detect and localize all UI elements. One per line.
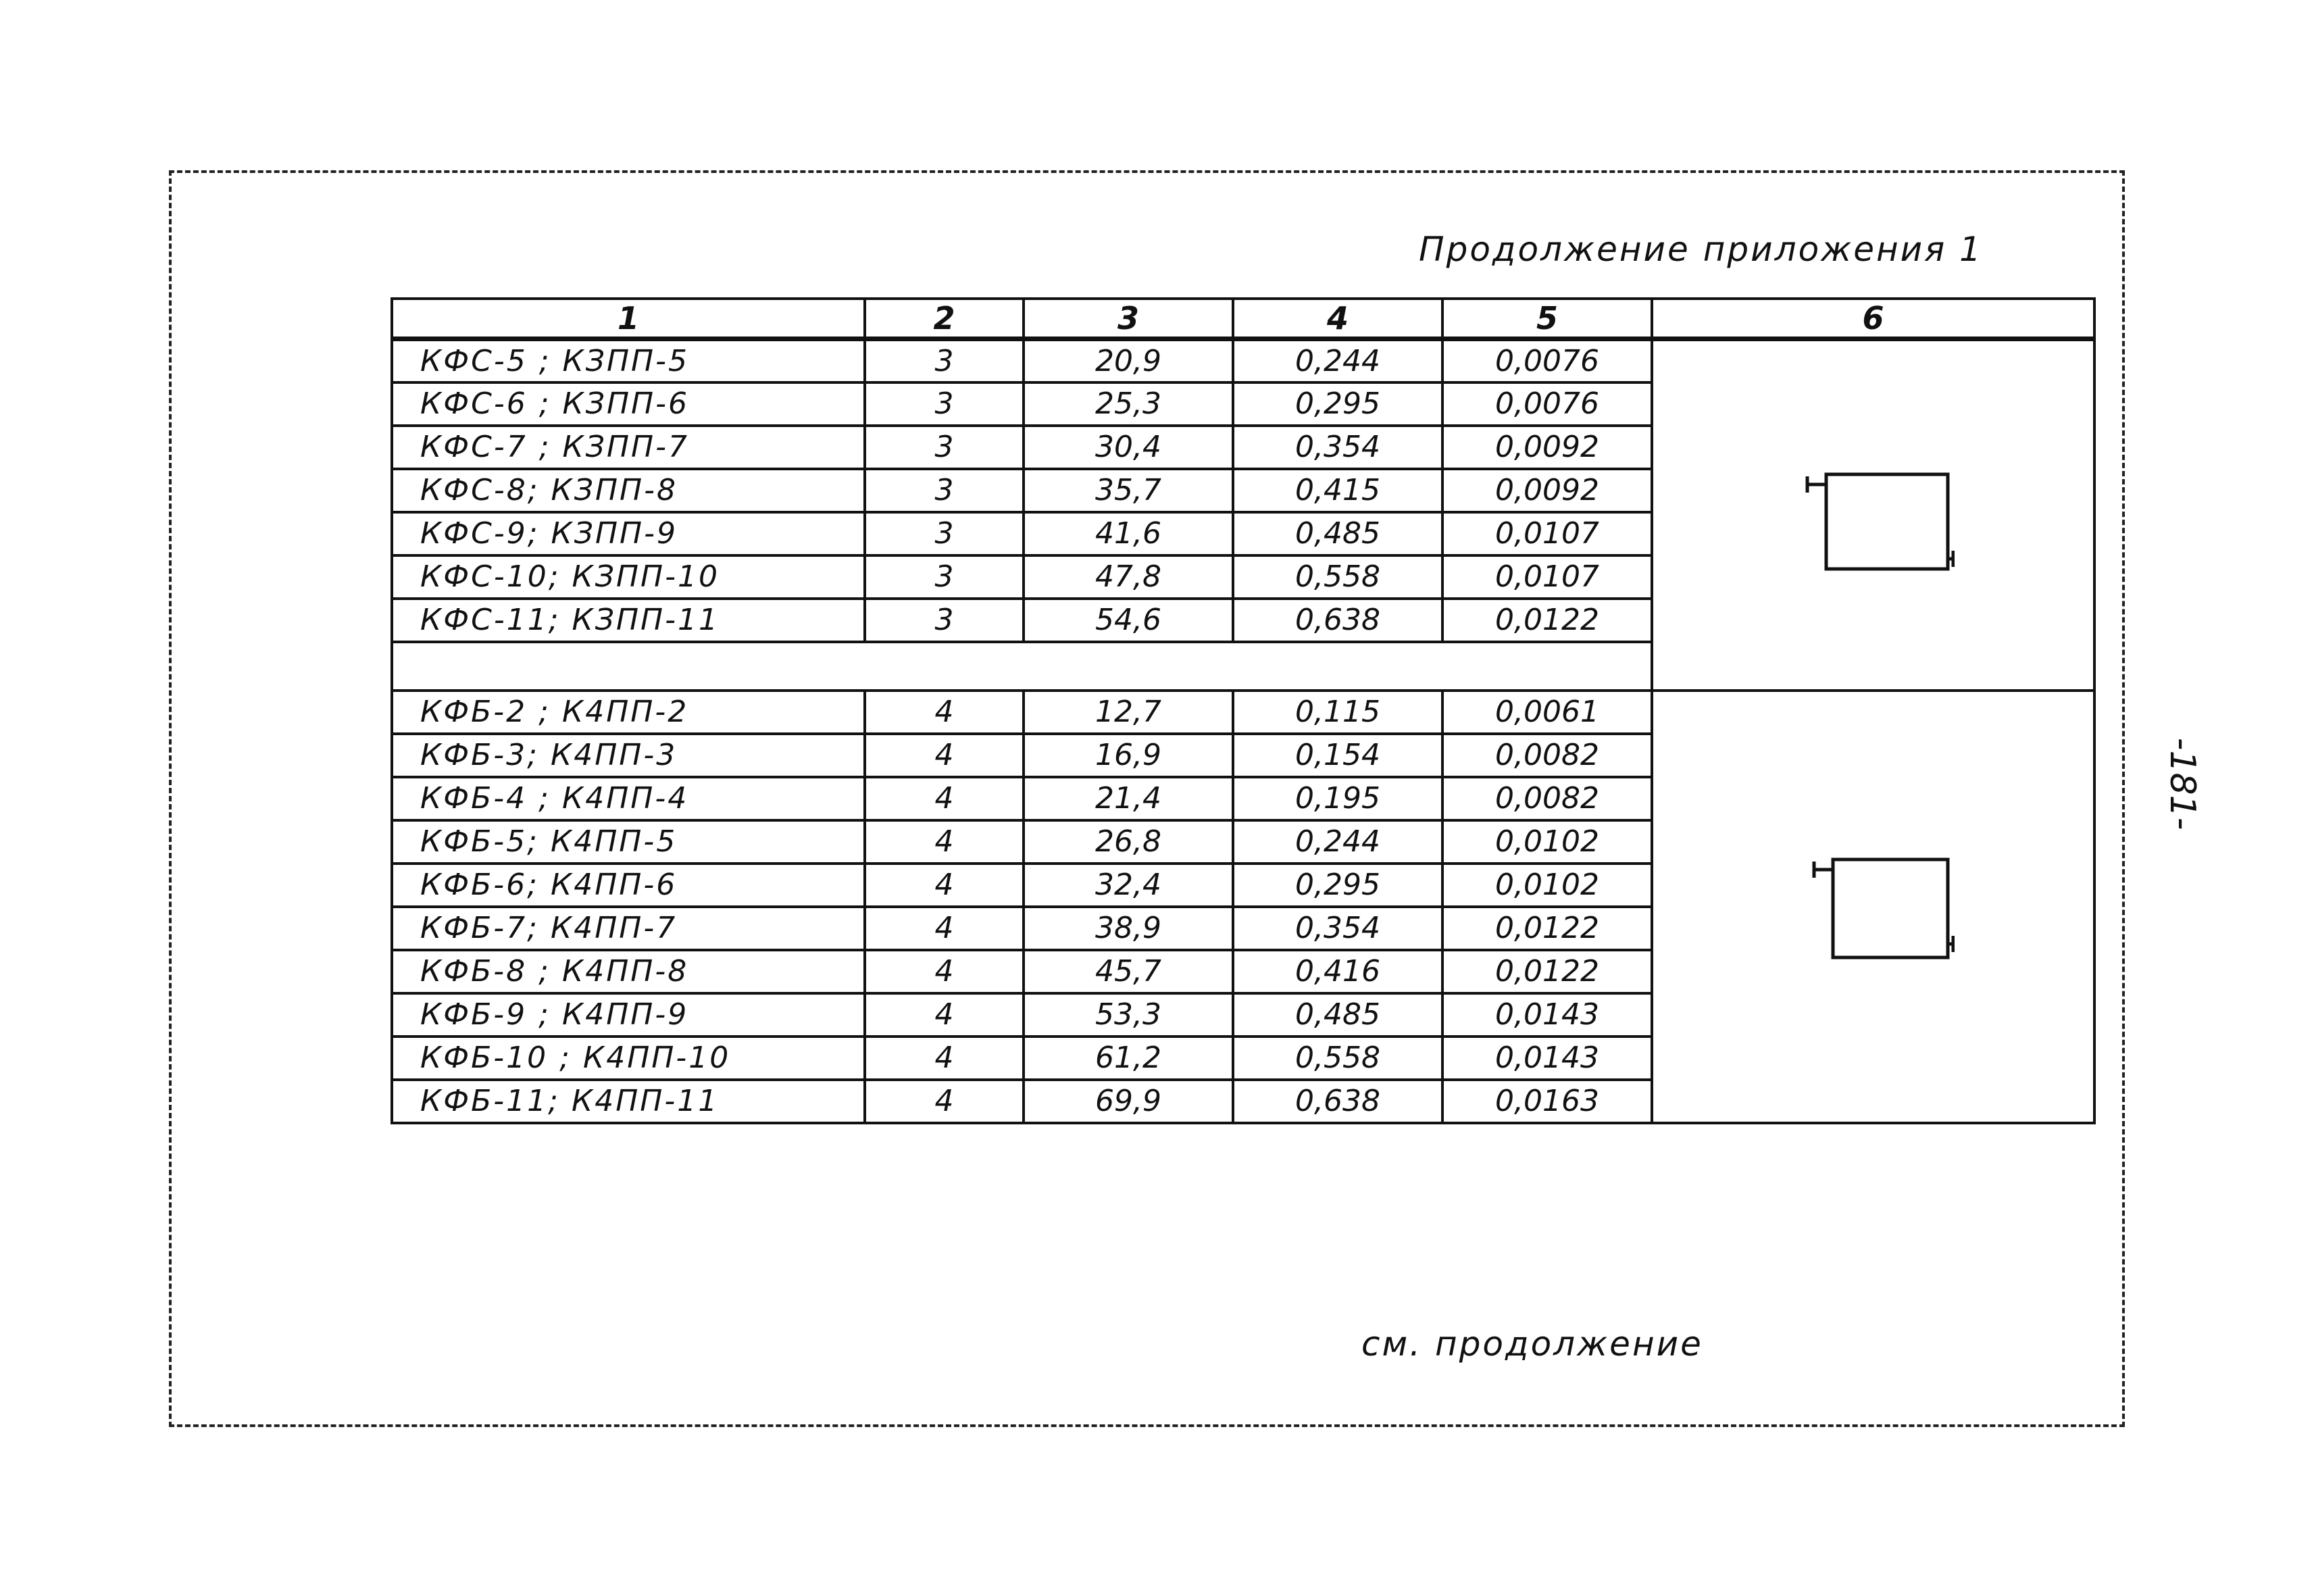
- header-col-1: 1: [392, 299, 865, 339]
- row-name: КФБ-4 ; К4ПП-4: [392, 777, 865, 820]
- row-col-2: 3: [865, 599, 1024, 642]
- row-col-3: 20,9: [1024, 339, 1233, 382]
- row-col-5: 0,0092: [1442, 469, 1652, 512]
- row-col-3: 54,6: [1024, 599, 1233, 642]
- row-name: КФС-6 ; КЗПП-6: [392, 382, 865, 426]
- table-row: [392, 691, 2094, 734]
- page-number: -181-: [2162, 737, 2203, 830]
- row-name: КФБ-10 ; К4ПП-10: [392, 1037, 865, 1080]
- row-col-4: 0,558: [1233, 555, 1442, 599]
- row-col-5: 0,0143: [1442, 993, 1652, 1037]
- row-col-4: 0,115: [1233, 691, 1442, 734]
- row-col-2: 3: [865, 512, 1024, 555]
- spacer-cell: [392, 642, 1652, 691]
- row-col-2: 4: [865, 820, 1024, 864]
- row-col-5: 0,0102: [1442, 820, 1652, 864]
- row-name: КФБ-9 ; К4ПП-9: [392, 993, 865, 1037]
- row-col-3: 32,4: [1024, 864, 1233, 907]
- table-row: [392, 339, 2094, 382]
- row-col-2: 3: [865, 426, 1024, 469]
- row-col-3: 61,2: [1024, 1037, 1233, 1080]
- row-col-3: 69,9: [1024, 1080, 1233, 1123]
- row-col-4: 0,295: [1233, 864, 1442, 907]
- row-col-4: 0,154: [1233, 734, 1442, 777]
- row-col-2: 3: [865, 555, 1024, 599]
- row-name: КФБ-3; К4ПП-3: [392, 734, 865, 777]
- row-col-4: 0,354: [1233, 907, 1442, 950]
- row-col-3: 41,6: [1024, 512, 1233, 555]
- header-col-3: 3: [1024, 299, 1233, 339]
- sketch-cell-group-b: [1652, 691, 2094, 1123]
- row-col-2: 4: [865, 691, 1024, 734]
- row-name: КФС-9; КЗПП-9: [392, 512, 865, 555]
- row-name: КФБ-11; К4ПП-11: [392, 1080, 865, 1123]
- row-col-5: 0,0082: [1442, 734, 1652, 777]
- row-col-5: 0,0107: [1442, 555, 1652, 599]
- row-col-5: 0,0061: [1442, 691, 1652, 734]
- row-col-2: 4: [865, 1080, 1024, 1123]
- row-col-5: 0,0122: [1442, 599, 1652, 642]
- header-col-6: 6: [1652, 299, 2094, 339]
- row-col-2: 3: [865, 339, 1024, 382]
- header-col-4: 4: [1233, 299, 1442, 339]
- row-col-4: 0,244: [1233, 339, 1442, 382]
- row-col-4: 0,244: [1233, 820, 1442, 864]
- row-name: КФБ-5; К4ПП-5: [392, 820, 865, 864]
- header-col-5: 5: [1442, 299, 1652, 339]
- row-col-4: 0,638: [1233, 1080, 1442, 1123]
- row-col-5: 0,0076: [1442, 382, 1652, 426]
- row-col-2: 4: [865, 907, 1024, 950]
- row-col-2: 4: [865, 734, 1024, 777]
- row-col-3: 25,3: [1024, 382, 1233, 426]
- row-name: КФБ-8 ; К4ПП-8: [392, 950, 865, 993]
- row-col-4: 0,354: [1233, 426, 1442, 469]
- row-col-3: 45,7: [1024, 950, 1233, 993]
- row-col-5: 0,0122: [1442, 950, 1652, 993]
- row-col-5: 0,0082: [1442, 777, 1652, 820]
- row-name: КФС-7 ; КЗПП-7: [392, 426, 865, 469]
- row-col-3: 30,4: [1024, 426, 1233, 469]
- row-col-5: 0,0107: [1442, 512, 1652, 555]
- row-name: КФС-11; КЗПП-11: [392, 599, 865, 642]
- row-col-2: 4: [865, 1037, 1024, 1080]
- row-col-5: 0,0122: [1442, 907, 1652, 950]
- row-col-3: 47,8: [1024, 555, 1233, 599]
- row-col-5: 0,0143: [1442, 1037, 1652, 1080]
- row-col-5: 0,0102: [1442, 864, 1652, 907]
- row-col-3: 38,9: [1024, 907, 1233, 950]
- row-name: КФБ-6; К4ПП-6: [392, 864, 865, 907]
- row-col-5: 0,0076: [1442, 339, 1652, 382]
- row-col-4: 0,195: [1233, 777, 1442, 820]
- row-name: КФС-10; КЗПП-10: [392, 555, 865, 599]
- row-col-4: 0,558: [1233, 1037, 1442, 1080]
- row-col-3: 21,4: [1024, 777, 1233, 820]
- row-col-5: 0,0163: [1442, 1080, 1652, 1123]
- row-col-2: 4: [865, 864, 1024, 907]
- row-col-3: 53,3: [1024, 993, 1233, 1037]
- row-col-4: 0,638: [1233, 599, 1442, 642]
- specification-table: [391, 297, 2096, 1124]
- row-col-3: 35,7: [1024, 469, 1233, 512]
- row-col-3: 26,8: [1024, 820, 1233, 864]
- row-col-2: 4: [865, 950, 1024, 993]
- row-col-4: 0,415: [1233, 469, 1442, 512]
- row-col-5: 0,0092: [1442, 426, 1652, 469]
- row-name: КФС-5 ; КЗПП-5: [392, 339, 865, 382]
- header-col-2: 2: [865, 299, 1024, 339]
- sketch-cell-group-a: [1652, 339, 2094, 691]
- row-col-3: 16,9: [1024, 734, 1233, 777]
- profile-sketch-b: [1792, 849, 1955, 964]
- row-col-4: 0,416: [1233, 950, 1442, 993]
- row-col-4: 0,485: [1233, 512, 1442, 555]
- row-col-2: 4: [865, 777, 1024, 820]
- header-row: [392, 299, 2094, 339]
- row-col-2: 3: [865, 469, 1024, 512]
- appendix-caption: Продолжение приложения 1: [1419, 230, 1983, 269]
- row-col-2: 3: [865, 382, 1024, 426]
- continued-note: см. продолжение: [1361, 1324, 1703, 1364]
- row-name: КФС-8; КЗПП-8: [392, 469, 865, 512]
- row-col-3: 12,7: [1024, 691, 1233, 734]
- row-name: КФБ-2 ; К4ПП-2: [392, 691, 865, 734]
- row-col-4: 0,295: [1233, 382, 1442, 426]
- row-col-2: 4: [865, 993, 1024, 1037]
- row-col-4: 0,485: [1233, 993, 1442, 1037]
- row-name: КФБ-7; К4ПП-7: [392, 907, 865, 950]
- profile-sketch-a: [1792, 457, 1955, 572]
